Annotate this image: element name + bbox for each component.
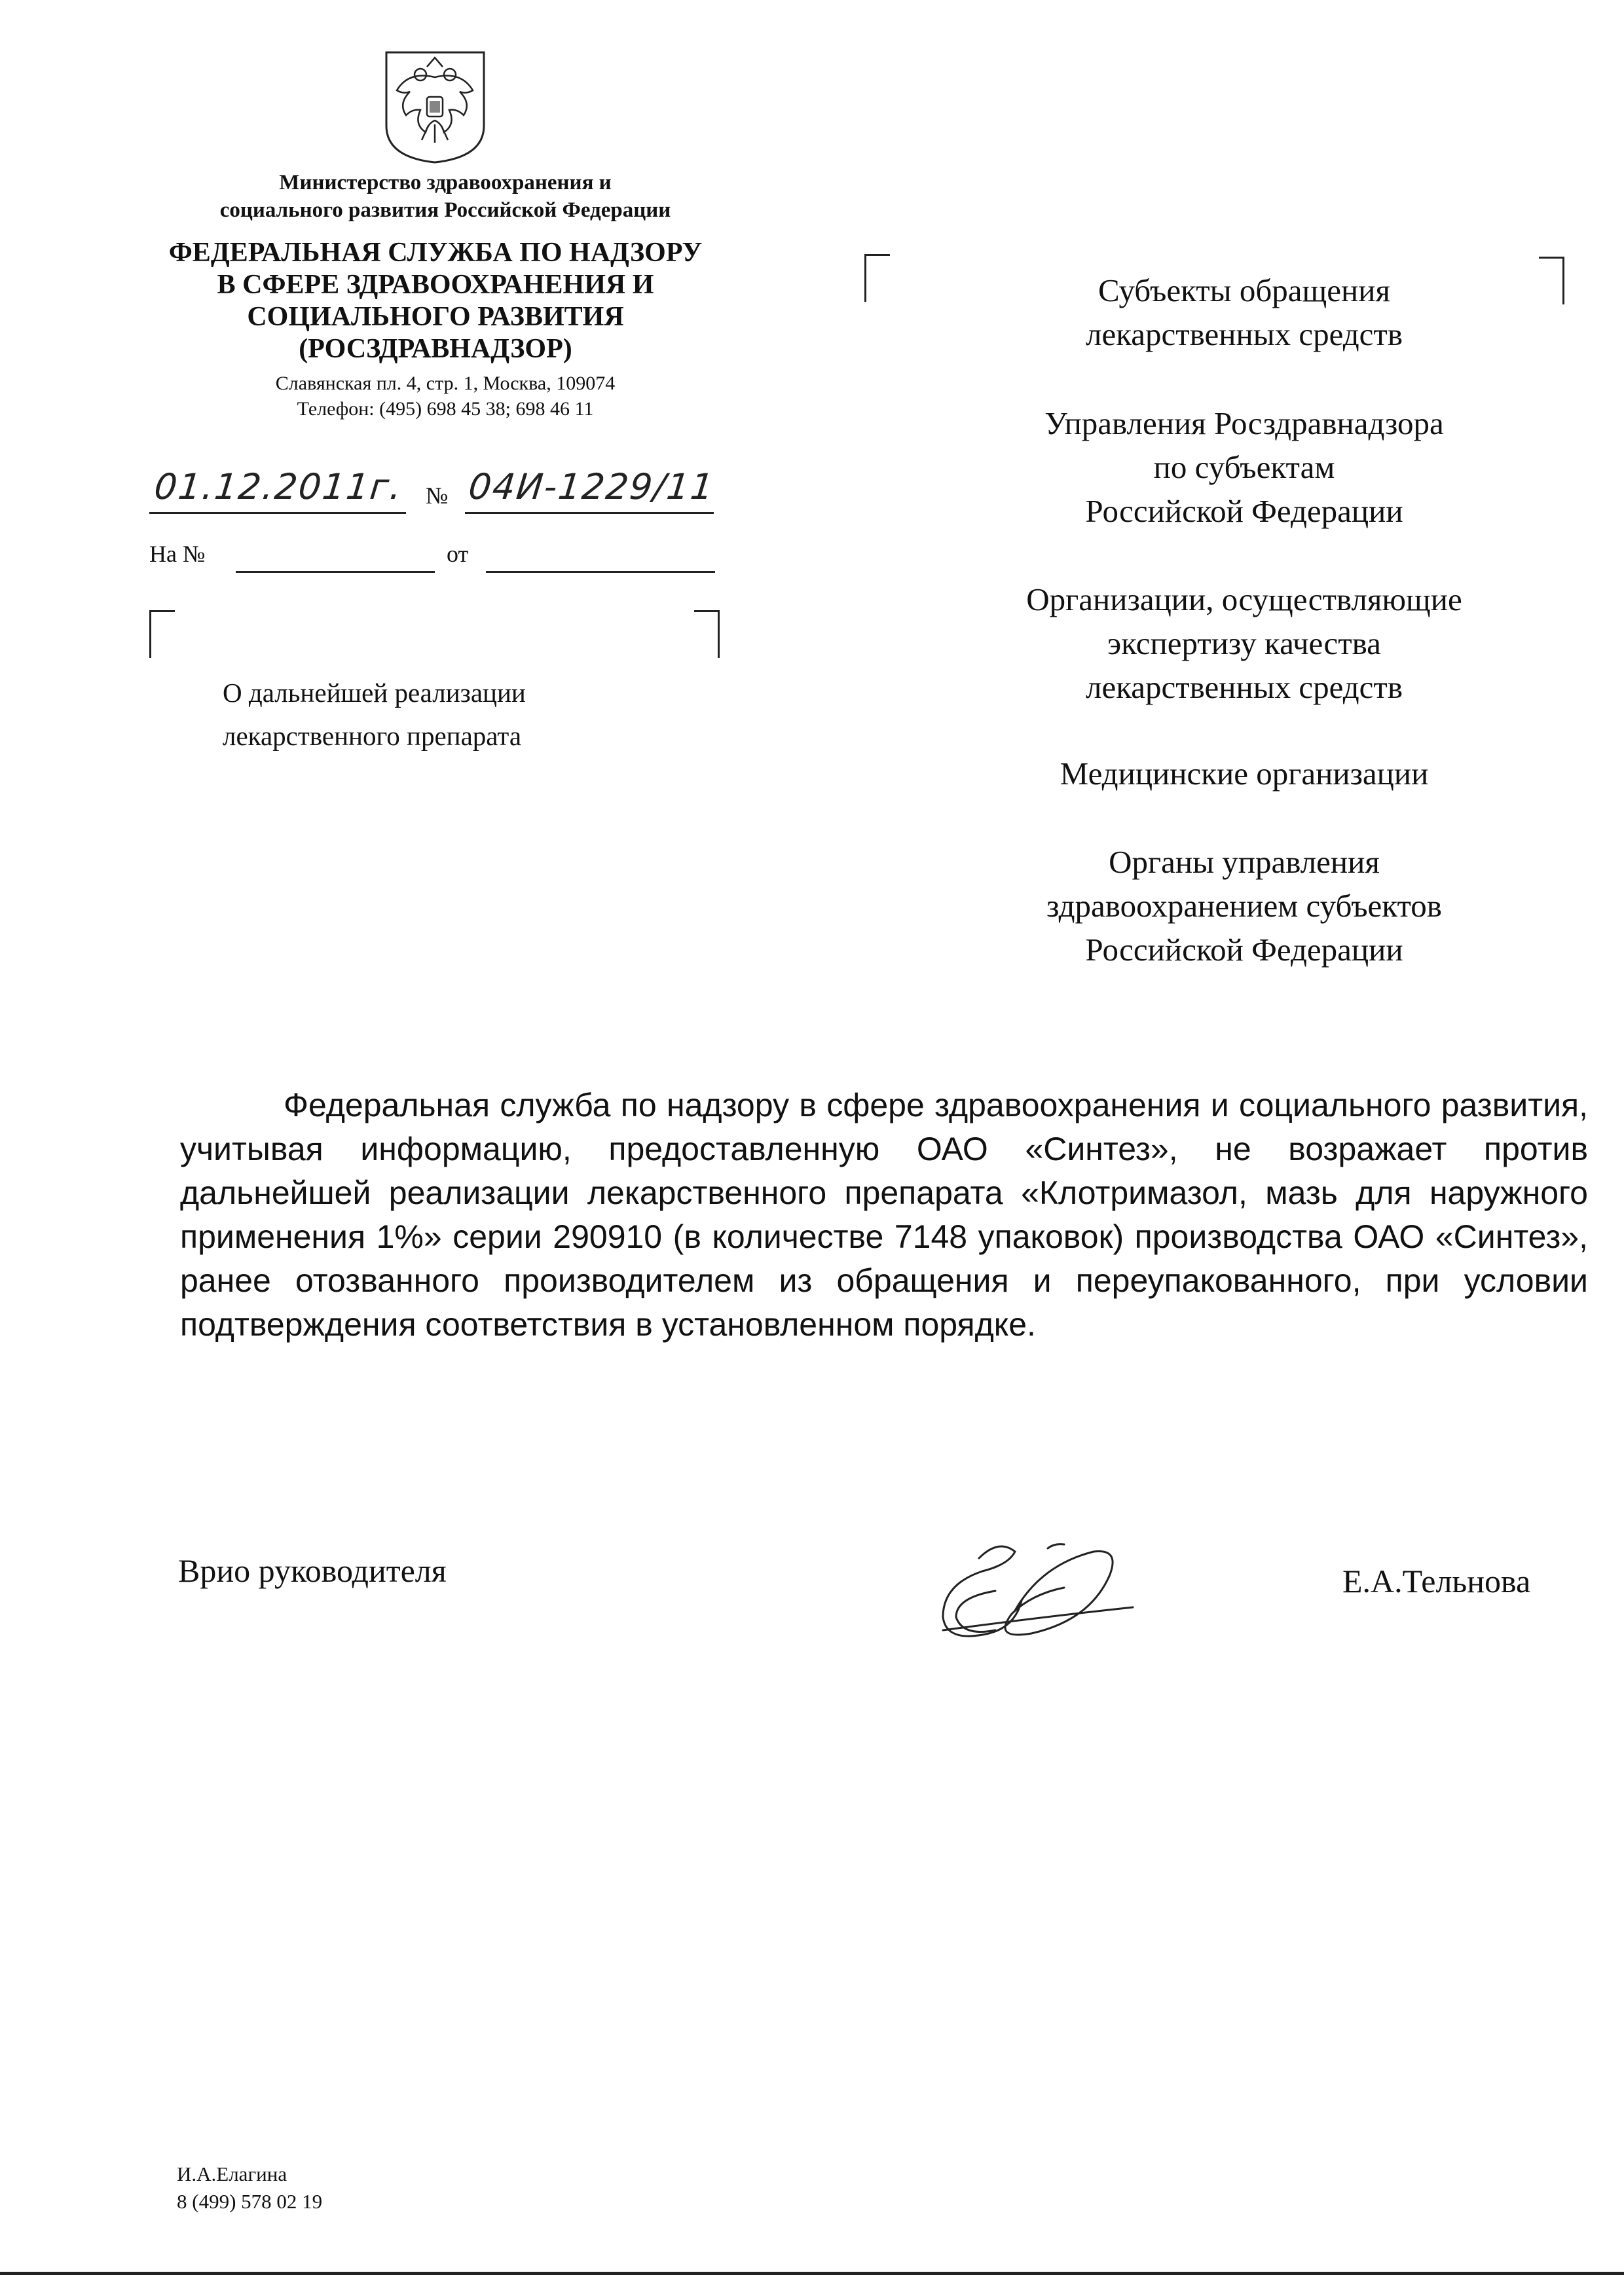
subject (223, 671, 629, 757)
coat-of-arms-emblem (381, 47, 489, 165)
subject-line-1: О дальнейшей реализации (223, 678, 526, 708)
executor-phone: 8 (499) 578 02 19 (177, 2190, 323, 2213)
scan-edge-line (0, 2272, 1624, 2275)
executor-block (177, 2160, 322, 2215)
document-number: 04И-1229/11 (466, 466, 717, 507)
reference-number-field (236, 538, 435, 573)
reference-number-label: На № (149, 541, 206, 567)
recipient-group-3 (950, 577, 1539, 709)
service-line-1: ФЕДЕРАЛЬНАЯ СЛУЖБА ПО НАДЗОРУ (168, 238, 703, 268)
recipient-line: Управления Росздравнадзора (1044, 405, 1444, 441)
service-name (147, 237, 724, 365)
recipient-line: Организации, осуществляющие (1026, 581, 1462, 617)
subject-line-2: лекарственного препарата (223, 721, 522, 751)
number-field (465, 466, 717, 514)
recipient-line: по субъектам (1153, 449, 1335, 485)
recipient-line: здравоохранением субъектов (1046, 888, 1442, 924)
recipient-line: лекарственных средств (1086, 669, 1403, 705)
service-line-3: СОЦИАЛЬНОГО РАЗВИТИЯ (247, 302, 624, 332)
recipients-bracket-right (1539, 257, 1564, 304)
service-phone: Телефон: (495) 698 45 38; 698 46 11 (297, 398, 594, 420)
date-field (149, 466, 406, 514)
reference-date-field (486, 538, 715, 573)
service-line-4: (РОСЗДРАВНАДЗОР) (299, 334, 572, 364)
recipient-line: экспертизу качества (1107, 625, 1381, 661)
executor-name: И.А.Елагина (177, 2162, 287, 2185)
handwritten-signature (917, 1532, 1146, 1656)
subject-bracket-right (694, 610, 720, 658)
recipient-line: Органы управления (1109, 844, 1380, 880)
recipient-line: Медицинские организации (1060, 756, 1429, 792)
reference-from-label: от (447, 541, 469, 567)
letter-body: Федеральная служба по надзору в сфере здравоохранения и социального развития, учитывая информацию, предоставленную ОАО «Синтез», не возражает против дальнейшей реализации лекарственного препарата «Клотримазол, мазь для наружного применения 1%» серии 290910 (в количестве 7148 упаковок) производства ОАО «Синтез», ранее отозванного производителем из обращения и переупакованного, при условии подтверждения соответствия в установленном порядке. (180, 1087, 1588, 1343)
recipient-line: Российской Федерации (1085, 493, 1403, 529)
signatory-name: Е.А.Тельнова (1342, 1563, 1531, 1599)
number-label: № (426, 483, 449, 509)
recipient-group-4 (950, 752, 1539, 795)
ministry-line-1: Министерство здравоохранения и (279, 171, 612, 194)
service-line-2: В СФЕРЕ ЗДРАВООХРАНЕНИЯ И (217, 270, 654, 300)
ministry-name (164, 169, 727, 224)
ministry-line-2: социального развития Российской Федерации (219, 198, 671, 222)
recipient-line: лекарственных средств (1086, 316, 1403, 352)
recipients-bracket-left (864, 254, 890, 302)
recipient-line: Субъекты обращения (1098, 272, 1390, 308)
service-address-block (164, 371, 727, 422)
subject-bracket-left (149, 610, 175, 658)
recipient-group-5 (950, 840, 1539, 972)
recipient-group-1 (950, 268, 1539, 356)
signatory-title: Врио руководителя (178, 1552, 447, 1589)
service-address: Славянская пл. 4, стр. 1, Москва, 109074 (275, 373, 616, 394)
recipient-line: Российской Федерации (1085, 932, 1403, 968)
document-date: 01.12.2011г. (152, 466, 405, 507)
recipient-group-2 (950, 401, 1539, 533)
